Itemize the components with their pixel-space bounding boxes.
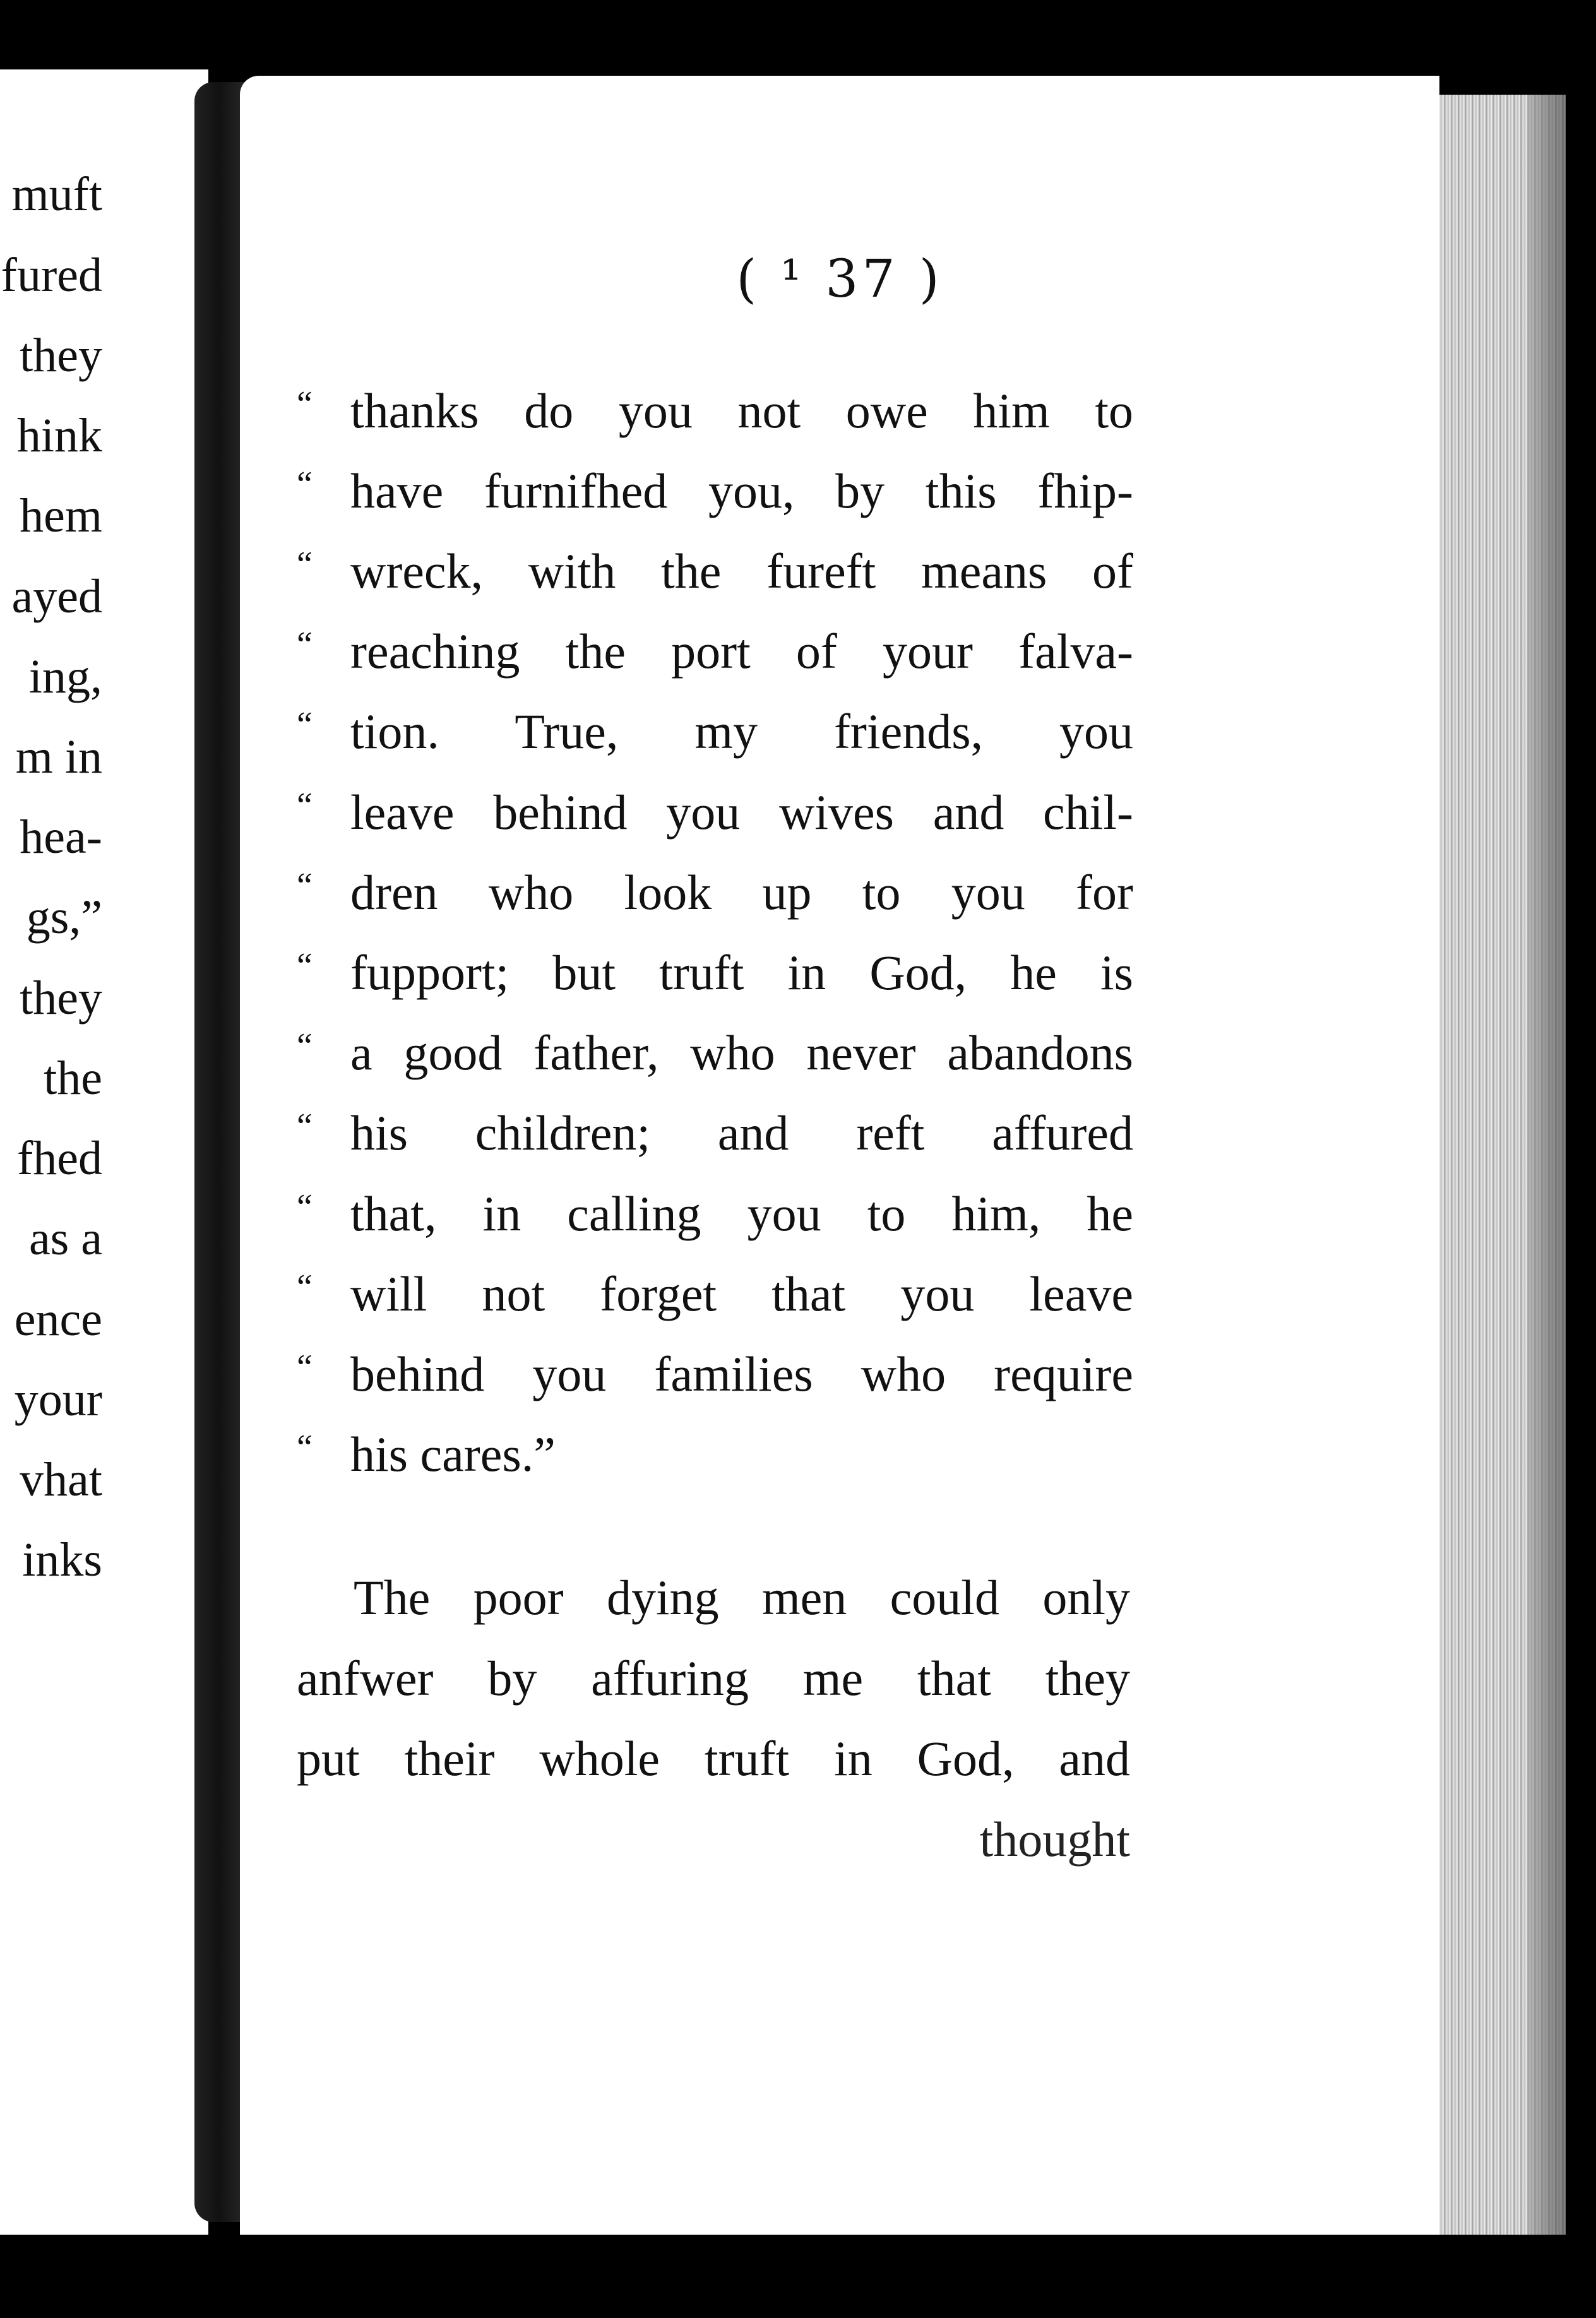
text-line: a good father, who never abandons — [350, 1025, 1133, 1080]
left-page-line: inks — [22, 1533, 102, 1586]
left-page-line: ayed — [11, 570, 102, 623]
text-line: tion. True, my friends, you — [350, 704, 1133, 759]
text-line: wreck, with the fureft means of — [350, 544, 1133, 598]
quote-mark: “ — [297, 705, 313, 744]
text-line: dren who look up to you for — [350, 865, 1133, 920]
page-number-header: ( ¹ 37 ) — [736, 249, 943, 309]
text-line: his children; and reft affured — [350, 1105, 1133, 1160]
left-page-line: the — [44, 1052, 102, 1105]
text-line: fupport; but truft in God, he is — [350, 945, 1133, 1000]
text-line: behind you families who require — [350, 1346, 1133, 1401]
left-page-line: fhed — [16, 1132, 102, 1185]
quote-mark: “ — [297, 1428, 313, 1467]
left-page-line: hem — [20, 489, 102, 542]
quote-mark: “ — [297, 786, 313, 825]
left-page-line: vhat — [20, 1453, 102, 1506]
text-line: reaching the port of your falva- — [350, 624, 1133, 679]
left-page-line: m in — [15, 730, 102, 783]
text-line: have furnifhed you, by this fhip- — [350, 463, 1133, 518]
left-page-line: ing, — [28, 650, 102, 703]
paragraph-line: put their whole truft in God, and — [297, 1731, 1130, 1786]
scan-bottom-border — [240, 2235, 1566, 2260]
quote-mark: “ — [297, 1187, 313, 1227]
quote-mark: “ — [297, 625, 313, 664]
quote-mark: “ — [297, 545, 313, 584]
catchword: thought — [979, 1812, 1130, 1867]
quote-mark: “ — [297, 1268, 313, 1307]
left-page-line: fured — [1, 249, 102, 302]
text-line: his cares.” — [350, 1427, 556, 1482]
quote-mark: “ — [297, 1026, 313, 1066]
left-page-line: hink — [16, 409, 102, 462]
left-page-line: gs,” — [26, 891, 102, 944]
quote-mark: “ — [297, 1107, 313, 1146]
text-line: leave behind you wives and chil- — [350, 785, 1133, 840]
quote-mark: “ — [297, 1348, 313, 1387]
paragraph-line: anfwer by affuring me that they — [297, 1651, 1130, 1706]
quote-mark: “ — [297, 384, 313, 424]
quote-mark: “ — [297, 465, 313, 504]
left-page-line: your — [14, 1373, 102, 1426]
text-line: will not forget that you leave — [350, 1266, 1133, 1321]
left-page-line: hea- — [20, 811, 102, 864]
text-line: that, in calling you to him, he — [350, 1186, 1133, 1241]
text-line: thanks do you not owe him to — [350, 383, 1133, 438]
left-page-line: they — [20, 972, 102, 1025]
page-fore-edge-shadow — [1528, 95, 1566, 2241]
left-page-line: as a — [28, 1212, 102, 1265]
quote-mark: “ — [297, 946, 313, 985]
paragraph-line: The poor dying men could only — [354, 1570, 1130, 1625]
left-page-line: ence — [14, 1293, 102, 1346]
left-page-line: they — [20, 329, 102, 382]
left-facing-page — [0, 69, 208, 2235]
left-page-line: muft — [11, 168, 102, 221]
quote-mark: “ — [297, 866, 313, 905]
